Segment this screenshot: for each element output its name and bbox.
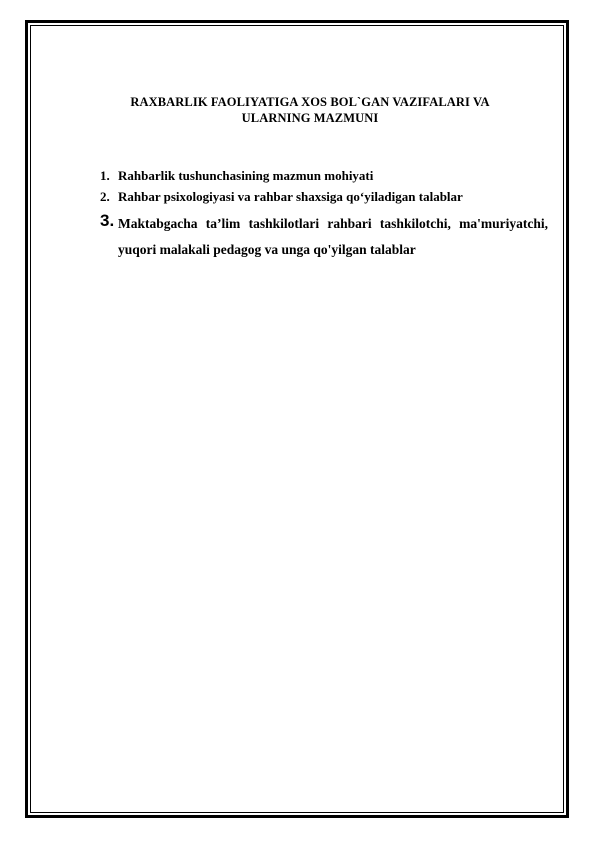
list-item (100, 165, 548, 186)
list-item (100, 186, 548, 207)
list-item-number: 2. (100, 189, 110, 204)
list-item-number: 3. (100, 211, 115, 230)
list-item-text: Rahbarlik tushunchasining mazmun mohiyati (118, 168, 374, 183)
list-item-text: Maktabgacha ta’lim tashkilotlari rahbari tashkilotchi, ma'muriyatchi, yuqori malakali pedagog va unga qo'yilgan talablar (118, 216, 548, 257)
topics-list (100, 165, 548, 263)
document-title: RAXBARLIK FAOLIYATIGA XOS BOL`GAN VAZIFALARI VA ULARNING MAZMUNI (130, 95, 490, 125)
list-item-text: Rahbar psixologiyasi va rahbar shaxsiga qo‘yiladigan talablar (118, 189, 463, 204)
list-item-number: 1. (100, 168, 110, 183)
list-item (100, 211, 548, 263)
page-border-inner (30, 25, 564, 813)
